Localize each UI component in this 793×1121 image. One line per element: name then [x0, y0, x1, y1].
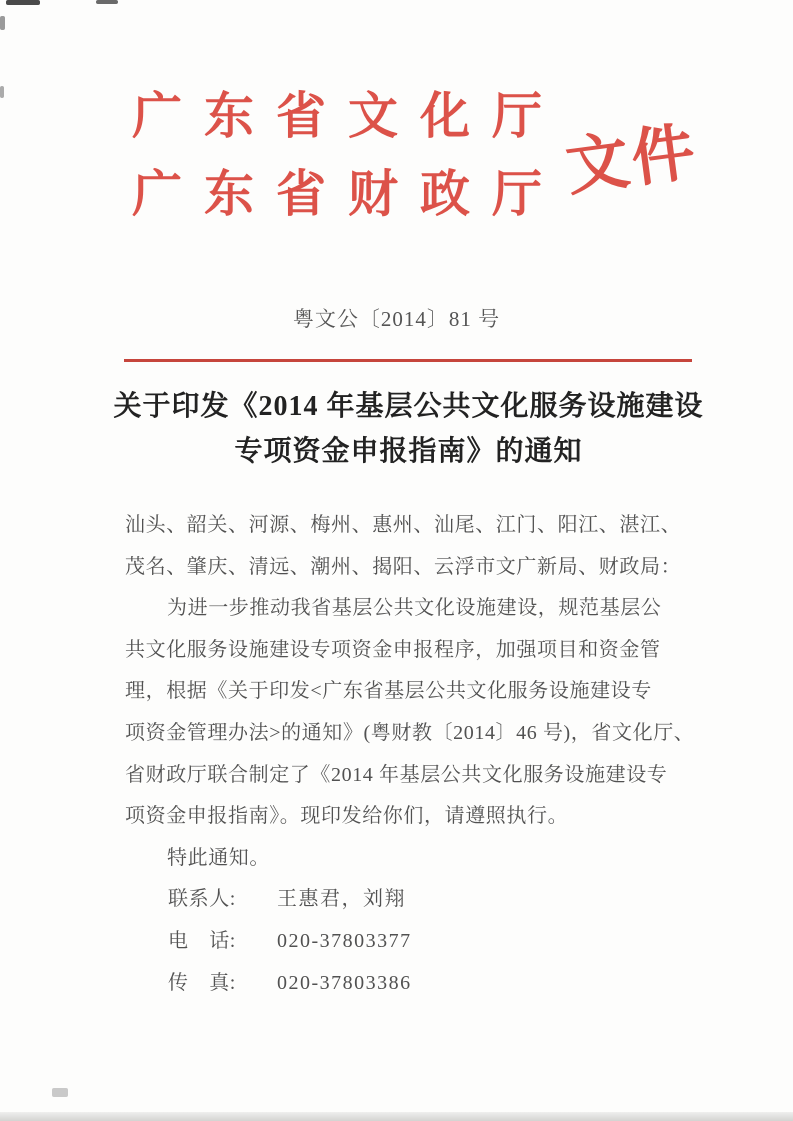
document-title-line-1: 关于印发《2014 年基层公共文化服务设施建设 — [113, 391, 704, 422]
contact-fax-value: 020-37803386 — [277, 971, 412, 994]
scan-artifact — [96, 0, 118, 4]
contact-person-value: 王惠君，刘翔 — [277, 888, 406, 911]
document-body — [125, 505, 695, 1004]
body-line: 项资金管理办法>的通知》(粤财教〔2014〕46 号)，省文化厅、 — [125, 721, 695, 744]
body-line: 为进一步推动我省基层公共文化设施建设，规范基层公 — [167, 597, 662, 620]
contact-phone-label: 电 话: — [168, 929, 236, 952]
document-title — [12, 384, 793, 474]
scan-artifact — [6, 0, 40, 5]
body-line: 省财政厅联合制定了《2014 年基层公共文化服务设施建设专 — [125, 763, 668, 786]
scan-edge-band — [0, 1112, 793, 1121]
scan-artifact — [0, 16, 5, 30]
red-divider-line — [124, 359, 692, 362]
contact-row-fax — [125, 963, 691, 1005]
contact-fax-label: 传 真: — [168, 971, 236, 994]
body-line-closing: 特此通知。 — [167, 846, 270, 869]
body-line: 茂名、肇庆、清远、潮州、揭阳、云浮市文广新局、财政局： — [125, 555, 682, 578]
document-title-line-2: 专项资金申报指南》的通知 — [234, 436, 583, 467]
body-line: 理，根据《关于印发<广东省基层公共文化服务设施建设专 — [125, 680, 652, 703]
contact-row-person — [125, 879, 691, 921]
contact-phone-value: 020-37803377 — [277, 929, 412, 952]
body-line: 共文化服务设施建设专项资金申报程序，加强项目和资金管 — [125, 638, 661, 661]
body-line: 汕头、韶关、河源、梅州、惠州、汕尾、江门、阳江、湛江、 — [125, 514, 682, 536]
document-number: 粤文公〔2014〕81 号 — [292, 307, 501, 331]
contact-person-label: 联系人: — [168, 888, 236, 911]
letterhead-org-line-2: 广东省财政厅 — [132, 166, 564, 222]
scan-artifact — [52, 1088, 68, 1097]
letterhead-org-line-1: 广东省文化厅 — [132, 88, 564, 144]
letterhead-doc-type-stamp: 文件 — [561, 116, 702, 204]
body-line: 项资金申报指南》。现印发给你们，请遵照执行。 — [125, 805, 569, 828]
scan-artifact — [0, 86, 4, 98]
contact-row-phone — [125, 921, 691, 963]
